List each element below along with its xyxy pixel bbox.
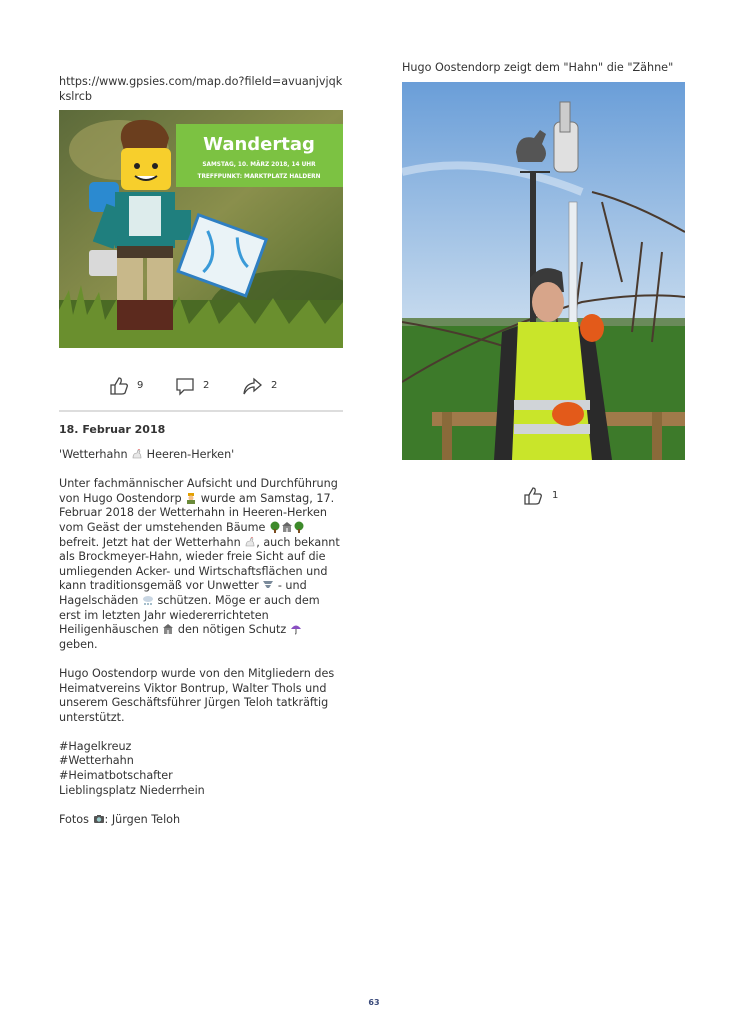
photo-like-count: 1 — [552, 489, 559, 501]
post-date: 18. Februar 2018 — [59, 423, 166, 436]
like-count: 9 — [137, 379, 144, 391]
photo-credit: Fotos : Jürgen Teloh — [59, 812, 181, 826]
share-count: 2 — [271, 379, 278, 391]
tornado-icon — [262, 579, 274, 591]
banner-title: Wandertag — [203, 134, 315, 155]
tree-icon — [293, 521, 305, 533]
divider — [59, 410, 343, 412]
post-title-line: 'Wetterhahn Heeren-Herken' — [59, 448, 235, 461]
rooster-icon — [131, 448, 143, 460]
hashtag-link[interactable]: #Heimatbotschafter — [59, 769, 173, 783]
post-body: 'Wetterhahn Heeren-Herken' Unter fachmännischer Aufsicht und Durchführung von Hugo Oostendorp wurde am Samstag, 17. Februar 2018 der Wetterhahn in Heeren-Herken vom Geäst der umstehenden Bäume befreit. Jetzt hat der Wetterhahn , auch bekannt als Brockmeyer-Hahn, wieder freie Sicht auf die umliegenden Acker- und Wirtschaftsflächen und kann traditionsgemäß vor Unwetter - und Hagelschäden schützen. Möge er auch dem erst im letzten Jahr wiedererrichteten Heiligenhäuschen den nötigen Schutz geben. Hugo Oostendorp wurde von den Mitgliedern des Heimatvereins Viktor Bontrup, Walter Thols und unserem Geschäftsführer Jürgen Teloh tatkräftig unterstützt. #Hagelkreuz #Wetterhahn #Heimatbotschafter Lieblingsplatz Niederrhein Fotos : Jürgen Teloh — [59, 448, 349, 842]
speech-bubble-icon — [175, 376, 195, 396]
shrine-icon — [162, 623, 174, 635]
map-link[interactable]: https://www.gpsies.com/map.do?fileId=avuanjvjqkkslrcb — [59, 75, 343, 103]
thumbs-up-icon — [109, 376, 129, 396]
comment-count: 2 — [203, 379, 210, 391]
rooster-icon — [244, 536, 256, 548]
photo-caption: Hugo Oostendorp zeigt dem "Hahn" die "Zähne" — [402, 61, 674, 74]
hashtag-link[interactable]: #Wetterhahn — [59, 754, 134, 768]
camera-icon — [93, 813, 105, 825]
worker-icon — [185, 492, 197, 504]
weathercock-photo — [402, 82, 685, 460]
tree-icon — [269, 521, 281, 533]
thumbs-up-icon — [523, 486, 543, 506]
hashtag-link[interactable]: #Hagelkreuz — [59, 739, 132, 753]
hail-cloud-icon — [142, 594, 154, 606]
umbrella-rain-icon — [290, 623, 302, 635]
share-button[interactable] — [241, 376, 277, 396]
comment-button[interactable] — [175, 376, 209, 396]
shrine-icon — [281, 521, 293, 533]
page-number: 63 — [368, 998, 380, 1007]
banner-date: SAMSTAG, 10. MÄRZ 2018, 14 UHR — [202, 162, 316, 168]
share-arrow-icon — [241, 376, 263, 396]
photo-like-button[interactable] — [523, 486, 558, 506]
banner-meeting-point: TREFFPUNKT: MARKTPLATZ HALDERN — [197, 174, 321, 180]
wandertag-photo — [59, 110, 343, 348]
like-button[interactable] — [109, 376, 143, 396]
